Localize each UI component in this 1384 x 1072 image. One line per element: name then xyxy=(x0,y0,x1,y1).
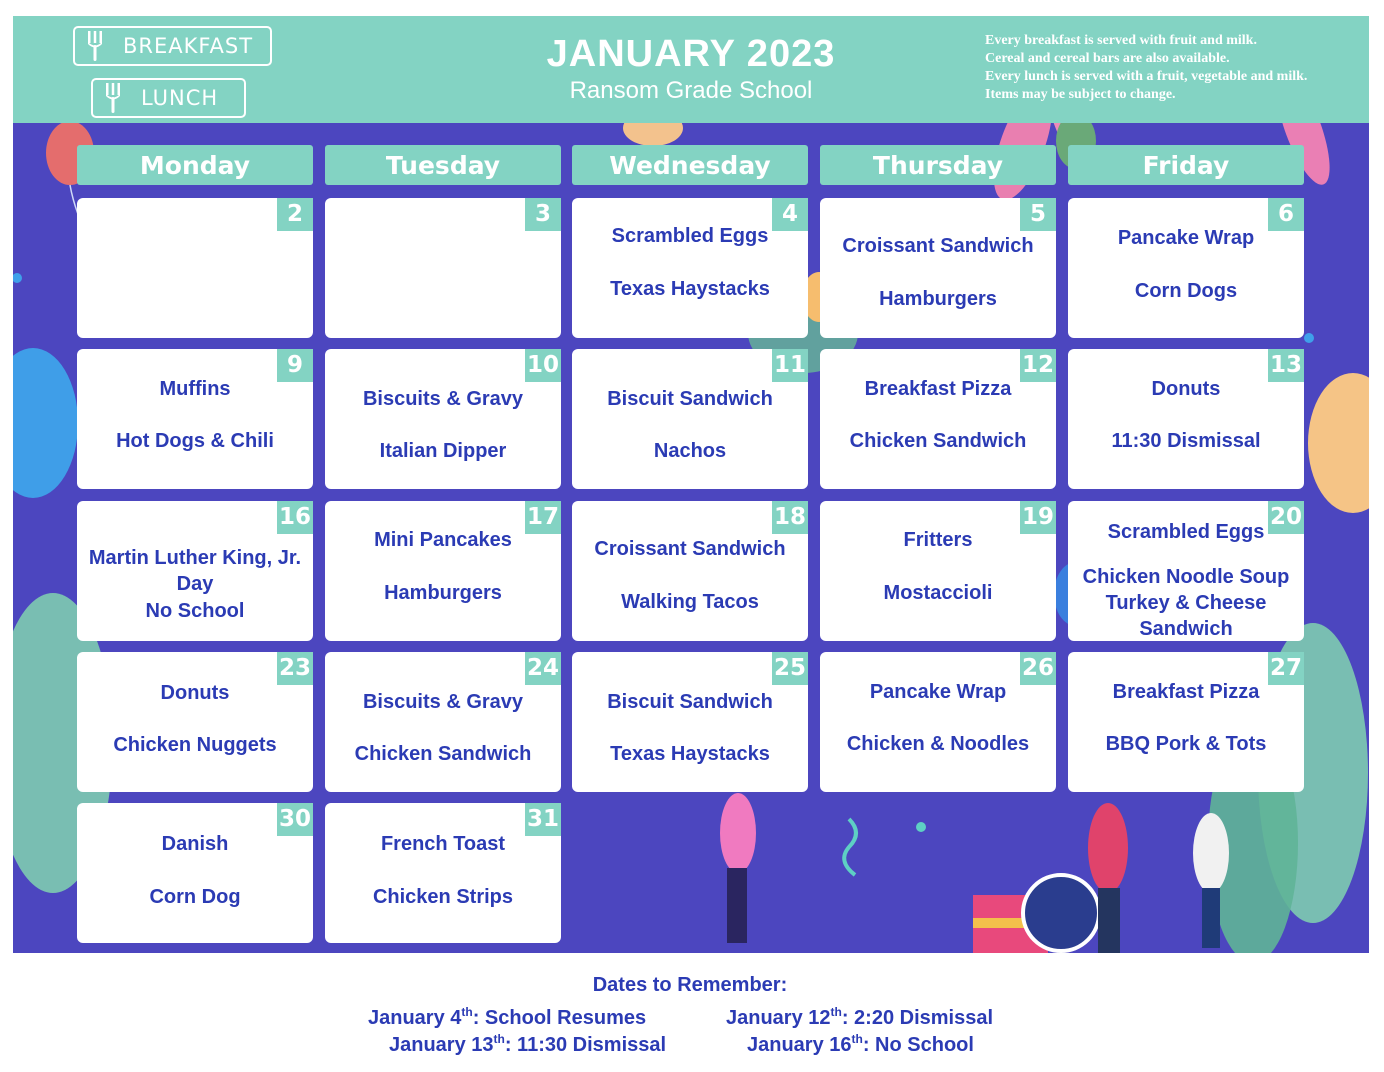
day-cell xyxy=(77,652,313,792)
date-number: 16 xyxy=(277,501,313,534)
breakfast-item: Croissant Sandwich xyxy=(842,235,1034,257)
date-number: 17 xyxy=(525,501,561,534)
breakfast-item: Breakfast Pizza xyxy=(864,378,1012,400)
breakfast-item: Biscuits & Gravy xyxy=(362,388,524,410)
day-header-friday: Friday xyxy=(1068,145,1304,185)
lunch-item: Walking Tacos xyxy=(621,591,759,613)
reminder-item: January 12th: 2:20 Dismissal xyxy=(726,1005,994,1029)
lunch-item: Hamburgers xyxy=(879,288,997,310)
lunch-item: Corn Dogs xyxy=(1134,280,1238,302)
date-number: 20 xyxy=(1268,501,1304,534)
day-cell xyxy=(1068,349,1304,489)
date-number: 9 xyxy=(277,349,313,382)
date-number: 24 xyxy=(525,652,561,685)
note-line: Every breakfast is served with fruit and milk. xyxy=(985,33,1257,48)
date-number: 10 xyxy=(525,349,561,382)
day-cell xyxy=(572,652,808,792)
day-cell xyxy=(77,501,313,641)
lunch-item: Texas Haystacks xyxy=(610,278,770,300)
lunch-item: Chicken & Noodles xyxy=(846,733,1030,755)
date-number: 2 xyxy=(277,198,313,231)
date-number: 18 xyxy=(772,501,808,534)
lunch-item: Chicken Strips xyxy=(372,886,514,908)
day-header-wednesday: Wednesday xyxy=(572,145,808,185)
note-line: Cereal and cereal bars are also available. xyxy=(985,51,1230,66)
lunch-item: Texas Haystacks xyxy=(610,743,770,765)
breakfast-item: Pancake Wrap xyxy=(869,681,1007,703)
breakfast-item: Croissant Sandwich xyxy=(594,538,786,560)
day-cell xyxy=(1068,652,1304,792)
day-header-tuesday: Tuesday xyxy=(325,145,561,185)
day-cell xyxy=(572,349,808,489)
day-cell xyxy=(820,349,1056,489)
lunch-item: Italian Dipper xyxy=(379,440,507,462)
date-number: 25 xyxy=(772,652,808,685)
holiday-line: Martin Luther King, Jr. xyxy=(88,547,302,569)
lunch-item: Chicken Sandwich xyxy=(354,743,532,765)
breakfast-item: Biscuit Sandwich xyxy=(607,388,773,410)
date-number: 31 xyxy=(525,803,561,836)
lunch-item: Chicken Sandwich xyxy=(849,430,1027,452)
breakfast-item: Biscuits & Gravy xyxy=(362,691,524,713)
breakfast-item: French Toast xyxy=(380,833,506,855)
date-number: 4 xyxy=(772,198,808,231)
calendar-board xyxy=(13,123,1369,953)
note-line: Items may be subject to change. xyxy=(985,87,1176,102)
day-cell xyxy=(820,652,1056,792)
day-cell xyxy=(1068,501,1304,641)
note-line: Every lunch is served with a fruit, vegetable and milk. xyxy=(985,69,1308,84)
reminder-item: January 16th: No School xyxy=(747,1032,974,1056)
calendar-header xyxy=(13,16,1369,123)
lunch-item: Hamburgers xyxy=(384,582,502,604)
reminder-item: January 13th: 11:30 Dismissal xyxy=(389,1032,667,1056)
day-cell xyxy=(325,349,561,489)
date-number: 19 xyxy=(1020,501,1056,534)
holiday-line: Day xyxy=(176,573,214,595)
breakfast-item: Scrambled Eggs xyxy=(1107,521,1265,543)
lunch-item: Mostaccioli xyxy=(883,582,993,604)
breakfast-item: Scrambled Eggs xyxy=(611,225,769,247)
breakfast-item: Pancake Wrap xyxy=(1117,227,1255,249)
menu-notes xyxy=(985,32,1365,104)
breakfast-item: Muffins xyxy=(159,378,231,400)
breakfast-item: Donuts xyxy=(160,682,230,704)
day-cell xyxy=(820,501,1056,641)
day-cell xyxy=(77,198,313,338)
date-number: 30 xyxy=(277,803,313,836)
lunch-item: Hot Dogs & Chili xyxy=(116,430,274,452)
date-number: 12 xyxy=(1020,349,1056,382)
lunch-item: 11:30 Dismissal xyxy=(1111,430,1261,452)
day-cell xyxy=(325,501,561,641)
reminder-item: January 4th: School Resumes xyxy=(368,1005,647,1029)
lunch-item: Sandwich xyxy=(1139,618,1233,640)
lunch-item: Corn Dog xyxy=(149,886,241,908)
date-number: 26 xyxy=(1020,652,1056,685)
date-number: 27 xyxy=(1268,652,1304,685)
fork-icon xyxy=(93,80,133,116)
breakfast-item: Mini Pancakes xyxy=(374,529,512,551)
day-header-thursday: Thursday xyxy=(820,145,1056,185)
breakfast-item: Biscuit Sandwich xyxy=(607,691,773,713)
day-cell xyxy=(77,803,313,943)
day-cell xyxy=(325,198,561,338)
lunch-label: LUNCH xyxy=(141,86,219,110)
day-cell xyxy=(1068,198,1304,338)
day-cell xyxy=(820,198,1056,338)
breakfast-item: Danish xyxy=(161,833,229,855)
page-title: JANUARY 2023 xyxy=(546,33,836,75)
date-number: 13 xyxy=(1268,349,1304,382)
day-cell xyxy=(572,501,808,641)
date-number: 11 xyxy=(772,349,808,382)
holiday-line: No School xyxy=(145,600,245,622)
breakfast-legend xyxy=(73,26,272,66)
breakfast-item: Fritters xyxy=(903,529,973,551)
date-number: 5 xyxy=(1020,198,1056,231)
footer-heading: Dates to Remember: xyxy=(592,974,788,996)
date-number: 3 xyxy=(525,198,561,231)
day-header-monday: Monday xyxy=(77,145,313,185)
breakfast-item: Breakfast Pizza xyxy=(1112,681,1260,703)
date-number: 23 xyxy=(277,652,313,685)
lunch-item: Chicken Noodle Soup xyxy=(1082,566,1290,588)
day-cell xyxy=(325,803,561,943)
day-cell xyxy=(572,198,808,338)
fork-icon xyxy=(75,28,115,64)
breakfast-label: BREAKFAST xyxy=(123,34,254,58)
lunch-item: BBQ Pork & Tots xyxy=(1105,733,1267,755)
lunch-item: Nachos xyxy=(653,440,727,462)
day-cell xyxy=(325,652,561,792)
title-block xyxy=(491,32,891,106)
breakfast-item: Donuts xyxy=(1151,378,1221,400)
lunch-item: Chicken Nuggets xyxy=(113,734,277,756)
lunch-legend xyxy=(91,78,246,118)
lunch-item: Turkey & Cheese xyxy=(1105,592,1267,614)
date-number: 6 xyxy=(1268,198,1304,231)
day-cell xyxy=(77,349,313,489)
school-name: Ransom Grade School xyxy=(569,77,813,104)
